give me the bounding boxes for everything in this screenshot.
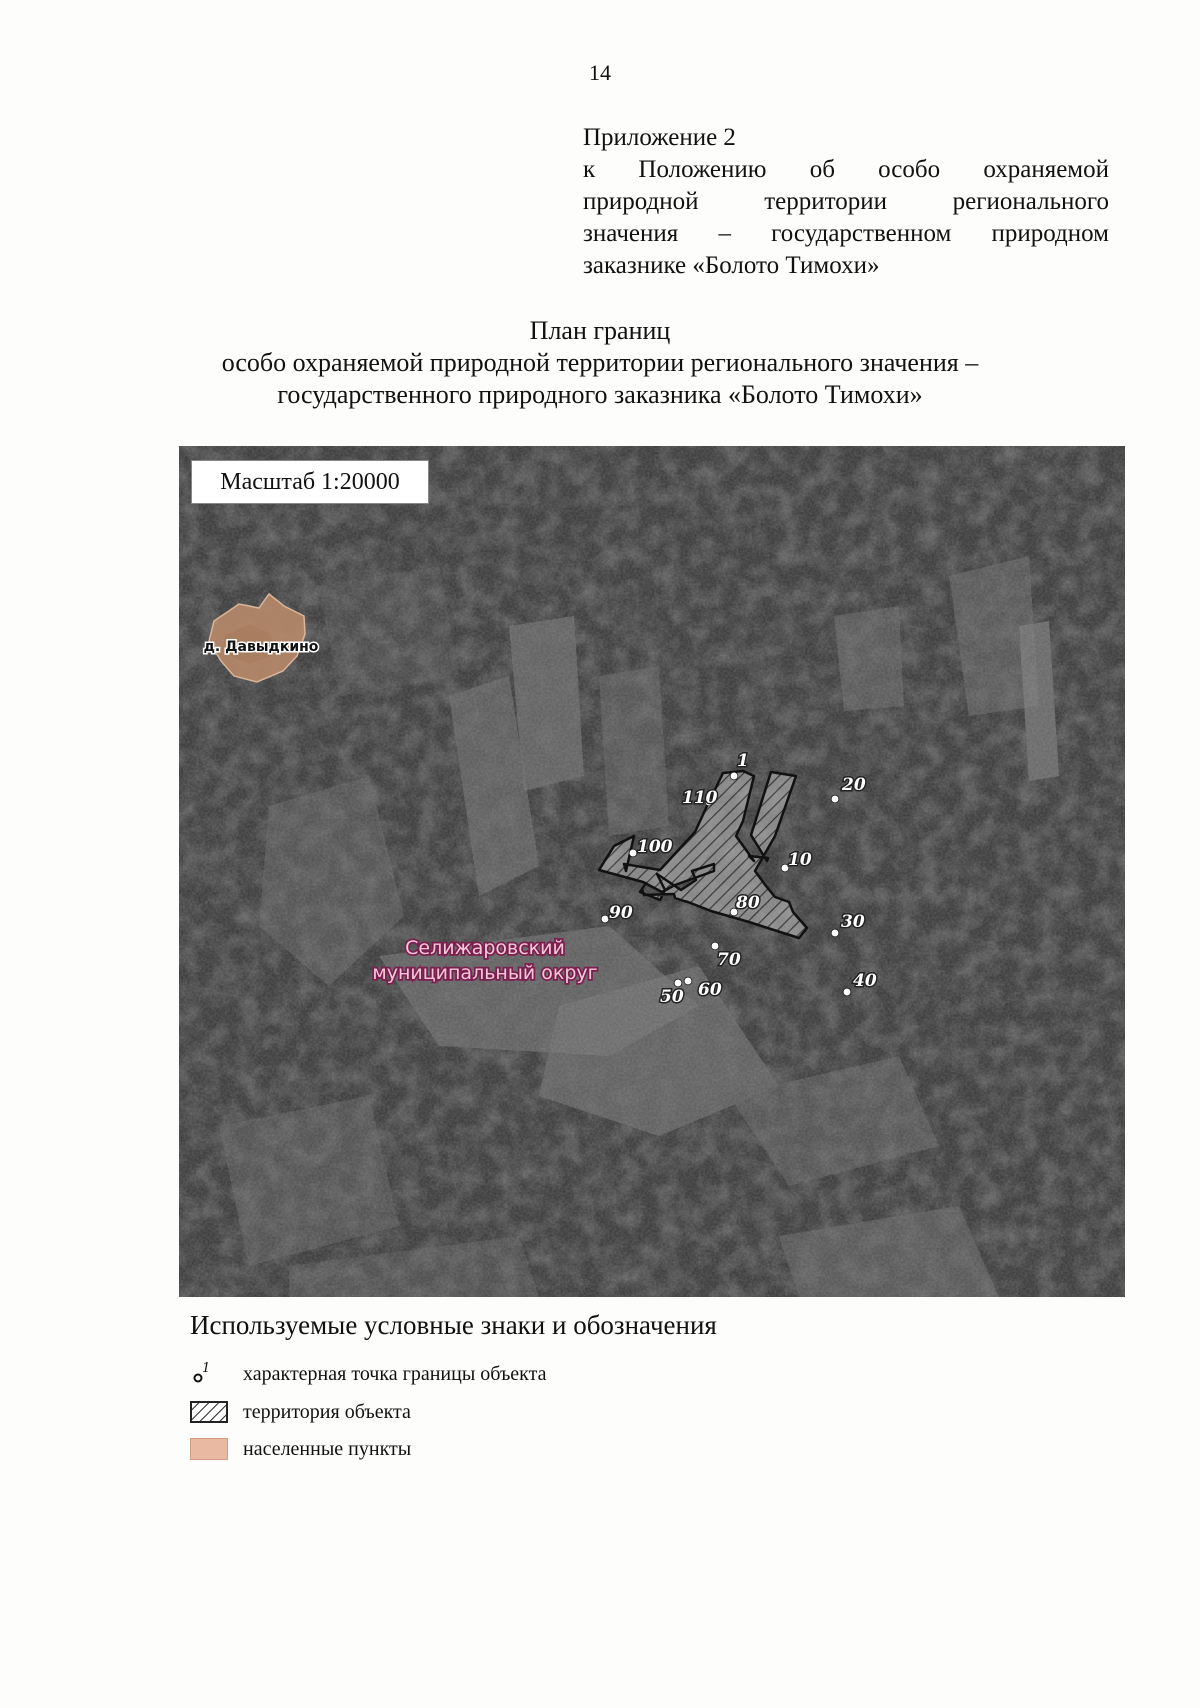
map-canvas bbox=[179, 446, 1125, 1297]
plan-title-line: государственного природного заказника «Болото Тимохи» bbox=[277, 380, 923, 409]
legend-item-boundary-point bbox=[190, 1361, 547, 1387]
appendix-header bbox=[583, 122, 1109, 282]
legend-label: характерная точка границы объекта bbox=[243, 1362, 547, 1385]
legend-item-territory bbox=[190, 1399, 411, 1425]
svg-text:20: 20 bbox=[842, 775, 866, 795]
svg-text:50: 50 bbox=[660, 987, 684, 1007]
plan-title-line: План границ bbox=[529, 316, 671, 345]
appendix-line: Приложение 2 bbox=[583, 124, 736, 151]
svg-text:30: 30 bbox=[841, 912, 865, 932]
boundary-point-icon bbox=[190, 1362, 230, 1386]
svg-text:муниципальный округ: муниципальный округ bbox=[372, 962, 598, 984]
svg-text:80: 80 bbox=[736, 893, 760, 913]
appendix-line: природной территории регионального bbox=[583, 188, 1109, 215]
svg-text:Селижаровский: Селижаровский bbox=[405, 937, 565, 959]
appendix-line: заказнике «Болото Тимохи» bbox=[583, 252, 880, 279]
svg-text:70: 70 bbox=[717, 950, 741, 970]
plan-title bbox=[0, 315, 1200, 411]
svg-text:1: 1 bbox=[737, 751, 749, 771]
legend-heading: Используемые условные знаки и обозначения bbox=[190, 1310, 717, 1340]
settlement-label: д. Давыдкино bbox=[203, 639, 319, 655]
scale-label: Масштаб 1:20000 bbox=[191, 460, 429, 504]
legend-label: территория объекта bbox=[243, 1400, 411, 1423]
page-number: 14 bbox=[589, 60, 611, 85]
svg-text:60: 60 bbox=[698, 980, 722, 1000]
settlement-swatch-icon bbox=[190, 1437, 230, 1461]
appendix-line: к Положению об особо охраняемой bbox=[583, 156, 1109, 183]
svg-text:1: 1 bbox=[202, 1362, 211, 1376]
satellite-map bbox=[179, 446, 1125, 1297]
svg-text:10: 10 bbox=[788, 850, 812, 870]
boundary-point bbox=[682, 788, 718, 808]
svg-text:110: 110 bbox=[682, 788, 718, 808]
plan-title-line: особо охраняемой природной территории регионального значения – bbox=[221, 348, 979, 377]
legend-item-settlement bbox=[190, 1436, 411, 1462]
svg-text:90: 90 bbox=[609, 903, 633, 923]
svg-text:40: 40 bbox=[853, 971, 877, 991]
hatched-territory-icon bbox=[190, 1400, 230, 1424]
svg-text:100: 100 bbox=[637, 837, 673, 857]
appendix-line: значения – государственном природном bbox=[583, 220, 1109, 247]
legend-label: населенные пункты bbox=[243, 1437, 412, 1460]
